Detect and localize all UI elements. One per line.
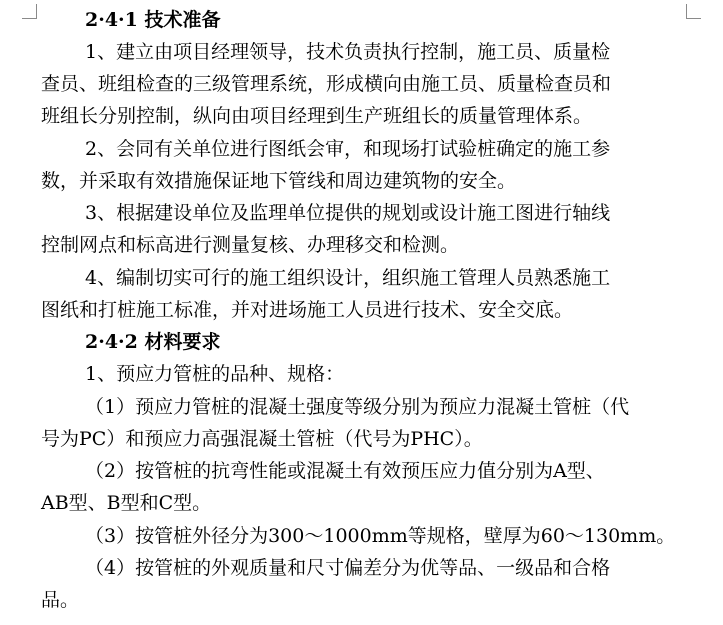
paragraph-line-1: 1、建立由项目经理领导，技术负责执行控制，施工员、质量检 [85, 41, 611, 63]
page-corner-mark-right [686, 4, 701, 19]
paragraph-line-6: 3、根据建设单位及监理单位提供的规划或设计施工图进行轴线 [85, 202, 611, 224]
paragraph-line-18: 品。 [41, 589, 80, 611]
paragraph-line-12: （1）预应力管桩的混凝土强度等级分别为预应力混凝土管桩（代 [85, 396, 630, 418]
paragraph-line-13: 号为PC）和预应力高强混凝土管桩（代号为PHC）。 [41, 428, 483, 450]
section-heading-2-4-1: 2·4·1 技术准备 [85, 9, 221, 31]
paragraph-line-15: AB型、B型和C型。 [41, 492, 212, 514]
paragraph-line-3: 班组长分别控制，纵向由项目经理到生产班组长的质量管理体系。 [41, 105, 593, 127]
paragraph-line-7: 控制网点和标高进行测量复核、办理移交和检测。 [41, 234, 460, 256]
paragraph-line-4: 2、会同有关单位进行图纸会审，和现场打试验桩确定的施工参 [85, 138, 611, 160]
page-corner-mark-left [22, 4, 37, 19]
paragraph-line-14: （2）按管桩的抗弯性能或混凝土有效预压应力值分别为A型、 [85, 460, 605, 482]
paragraph-line-9: 图纸和打桩施工标准，并对进场施工人员进行技术、安全交底。 [41, 299, 574, 321]
paragraph-line-8: 4、编制切实可行的施工组织设计，组织施工管理人员熟悉施工 [85, 267, 611, 289]
paragraph-line-2: 查员、班组检查的三级管理系统，形成横向由施工员、质量检查员和 [41, 73, 612, 95]
section-heading-2-4-2: 2·4·2 材料要求 [85, 331, 221, 353]
paragraph-line-17: （4）按管桩的外观质量和尺寸偏差分为优等品、一级品和合格 [85, 557, 611, 579]
paragraph-line-5: 数，并采取有效措施保证地下管线和周边建筑物的安全。 [41, 170, 517, 192]
paragraph-line-11: 1、预应力管桩的品种、规格： [85, 363, 345, 385]
paragraph-line-16: （3）按管桩外径分为300～1000mm等规格，壁厚为60～130mm。 [85, 525, 676, 547]
